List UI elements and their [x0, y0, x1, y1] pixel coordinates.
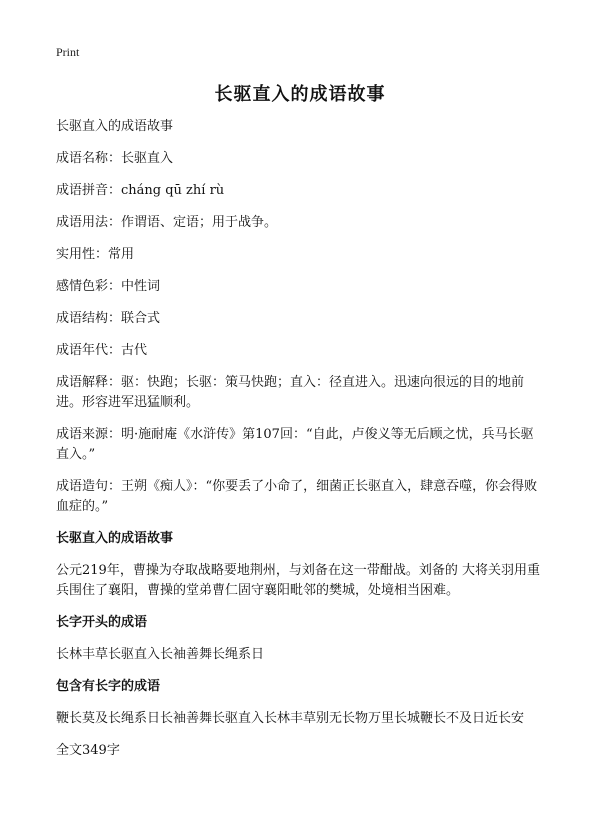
- idiom-practicality: 实用性：常用: [56, 247, 135, 262]
- idiom-name: 成语名称：长驱直入: [56, 151, 174, 166]
- idiom-example: 成语造句：王朔《痴人》：“你要丢了小命了，细菌正长驱直入，肆意吞噬，你会得败血症的。”: [56, 479, 538, 514]
- word-count: 全文349字: [56, 743, 120, 758]
- idiom-structure: 成语结构：联合式: [56, 311, 161, 326]
- story-text: 公元219年，曹操为夺取战略要地荆州，与刘备在这一带酣战。刘备的 大将关羽用重兵围住了襄阳，曹操的堂弟曹仁固守襄阳毗邻的樊城，处境相当困难。: [56, 563, 540, 598]
- idiom-sentiment: 感情色彩：中性词: [56, 279, 161, 294]
- idiom-era: 成语年代：古代: [56, 343, 148, 358]
- idiom-usage: 成语用法：作谓语、定语；用于战争。: [56, 215, 278, 230]
- contains-heading: 包含有长字的成语: [56, 679, 161, 694]
- starts-with-heading: 长字开头的成语: [56, 615, 148, 630]
- idiom-explanation: 成语解释：驱：快跑；长驱：策马快跑；直入：径直进入。迅速向很远的目的地前进。形容进军迅猛顺利。: [56, 375, 525, 410]
- idiom-pinyin: 成语拼音：cháng qū zhí rù: [56, 183, 225, 198]
- page-title: 长驱直入的成语故事: [214, 84, 386, 105]
- story-heading: 长驱直入的成语故事: [56, 531, 174, 546]
- starts-with-list: 长林丰草长驱直入长袖善舞长绳系日: [56, 647, 265, 662]
- print-link[interactable]: Print: [56, 45, 80, 59]
- article-subtitle: 长驱直入的成语故事: [56, 119, 174, 134]
- contains-list: 鞭长莫及长绳系日长袖善舞长驱直入长林丰草别无长物万里长城鞭长不及日近长安: [56, 711, 525, 726]
- idiom-source: 成语来源：明·施耐庵《水浒传》第107回：“自此，卢俊义等无后顾之忧，兵马长驱直入。”: [56, 427, 534, 462]
- article-body: [56, 117, 546, 773]
